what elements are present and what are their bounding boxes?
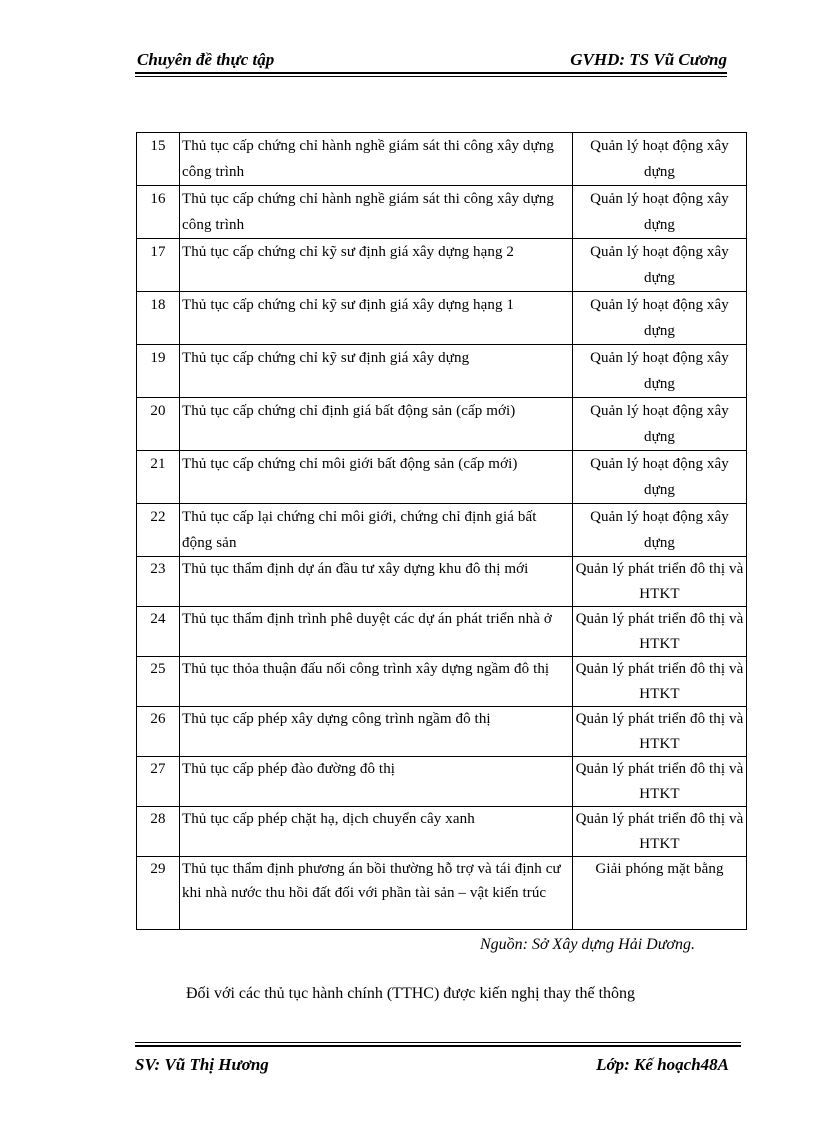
- procedures-table: [136, 132, 747, 930]
- table-row: [137, 345, 747, 398]
- responsible-unit: Giải phóng mặt bằng: [573, 857, 747, 930]
- table-row: [137, 657, 747, 707]
- row-number: 27: [137, 757, 180, 807]
- table-row: [137, 239, 747, 292]
- responsible-unit: Quản lý hoạt động xây dựng: [573, 239, 747, 292]
- row-number: 22: [137, 504, 180, 557]
- table-row: [137, 398, 747, 451]
- table-row: [137, 707, 747, 757]
- table-row: [137, 607, 747, 657]
- responsible-unit: Quản lý hoạt động xây dựng: [573, 292, 747, 345]
- header-title: Chuyên đề thực tập: [137, 50, 275, 69]
- row-number: 29: [137, 857, 180, 930]
- table-row: [137, 292, 747, 345]
- page-footer: [135, 1042, 741, 1082]
- footer-student: SV: Vũ Thị Hương: [135, 1055, 269, 1074]
- body-paragraph: Đối với các thủ tục hành chính (TTHC) được kiến nghị thay thế thông: [186, 985, 636, 1002]
- row-number: 25: [137, 657, 180, 707]
- table-row: [137, 504, 747, 557]
- header-supervisor: GVHD: TS Vũ Cương: [570, 50, 727, 69]
- table-row: [137, 857, 747, 930]
- responsible-unit: Quản lý phát triển đô thị và HTKT: [573, 557, 747, 607]
- row-number: 23: [137, 557, 180, 607]
- row-number: 26: [137, 707, 180, 757]
- footer-rule: [135, 1045, 741, 1047]
- procedure-name: Thủ tục thẩm định trình phê duyệt các dự án phát triển nhà ở: [180, 607, 573, 657]
- table-row: [137, 133, 747, 186]
- header-rule: [135, 72, 727, 74]
- row-number: 18: [137, 292, 180, 345]
- row-number: 16: [137, 186, 180, 239]
- footer-class: Lớp: Kế hoạch48A: [596, 1055, 729, 1074]
- row-number: 28: [137, 807, 180, 857]
- procedure-name: Thủ tục thỏa thuận đấu nối công trình xây dựng ngầm đô thị: [180, 657, 573, 707]
- row-number: 20: [137, 398, 180, 451]
- procedure-name: Thủ tục cấp chứng chỉ kỹ sư định giá xây dựng hạng 1: [180, 292, 573, 345]
- procedure-name: Thủ tục cấp chứng chỉ hành nghề giám sát thi công xây dựng công trình: [180, 186, 573, 239]
- page-header: [135, 50, 727, 76]
- row-number: 21: [137, 451, 180, 504]
- row-number: 19: [137, 345, 180, 398]
- procedure-name: Thủ tục cấp chứng chỉ môi giới bất động sản (cấp mới): [180, 451, 573, 504]
- responsible-unit: Quản lý phát triển đô thị và HTKT: [573, 657, 747, 707]
- row-number: 15: [137, 133, 180, 186]
- row-number: 17: [137, 239, 180, 292]
- procedure-name: Thủ tục thẩm định dự án đầu tư xây dựng khu đô thị mới: [180, 557, 573, 607]
- table-row: [137, 807, 747, 857]
- footer-rule-thin: [135, 1042, 741, 1043]
- procedure-name: Thủ tục cấp phép đào đường đô thị: [180, 757, 573, 807]
- responsible-unit: Quản lý hoạt động xây dựng: [573, 451, 747, 504]
- procedure-name: Thủ tục cấp phép xây dựng công trình ngầm đô thị: [180, 707, 573, 757]
- table-row: [137, 757, 747, 807]
- responsible-unit: Quản lý phát triển đô thị và HTKT: [573, 607, 747, 657]
- source-note: Nguồn: Sở Xây dựng Hải Dương.: [480, 936, 695, 953]
- responsible-unit: Quản lý hoạt động xây dựng: [573, 186, 747, 239]
- procedure-name: Thủ tục cấp chứng chỉ kỹ sư định giá xây dựng hạng 2: [180, 239, 573, 292]
- procedure-name: Thủ tục cấp chứng chỉ kỹ sư định giá xây dựng: [180, 345, 573, 398]
- table-row: [137, 186, 747, 239]
- table-row: [137, 557, 747, 607]
- procedure-name: Thủ tục thẩm định phương án bồi thường hỗ trợ và tái định cư khi nhà nước thu hồi đất đối với phần tài sản – vật kiến trúc: [180, 857, 573, 930]
- responsible-unit: Quản lý hoạt động xây dựng: [573, 345, 747, 398]
- responsible-unit: Quản lý phát triển đô thị và HTKT: [573, 807, 747, 857]
- responsible-unit: Quản lý hoạt động xây dựng: [573, 504, 747, 557]
- responsible-unit: Quản lý hoạt động xây dựng: [573, 398, 747, 451]
- table-row: [137, 451, 747, 504]
- responsible-unit: Quản lý phát triển đô thị và HTKT: [573, 757, 747, 807]
- row-number: 24: [137, 607, 180, 657]
- header-rule-thin: [135, 76, 727, 77]
- procedure-name: Thủ tục cấp phép chặt hạ, dịch chuyển cây xanh: [180, 807, 573, 857]
- procedure-name: Thủ tục cấp chứng chỉ hành nghề giám sát thi công xây dựng công trình: [180, 133, 573, 186]
- procedure-name: Thủ tục cấp chứng chỉ định giá bất động sản (cấp mới): [180, 398, 573, 451]
- procedure-name: Thủ tục cấp lại chứng chỉ môi giới, chứng chỉ định giá bất động sản: [180, 504, 573, 557]
- responsible-unit: Quản lý phát triển đô thị và HTKT: [573, 707, 747, 757]
- responsible-unit: Quản lý hoạt động xây dựng: [573, 133, 747, 186]
